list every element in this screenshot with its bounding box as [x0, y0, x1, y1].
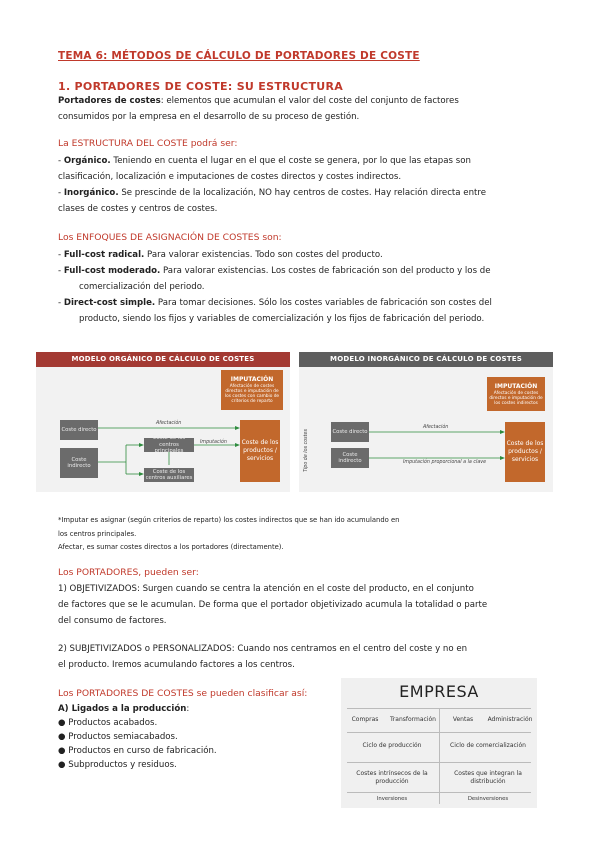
full-cost-text: Para valorar existencias. Todo son costes del producto. [144, 250, 383, 260]
portadores-heading: Los PORTADORES, pueden ser: [58, 567, 199, 578]
afectacion-label: Afectación [156, 421, 182, 426]
organico-text-2: clasificación, localización e imputaciones de costes directos y costes indirectos. [58, 172, 402, 182]
moderado-text: Para valorar existencias. Los costes de fabricación son del producto y los de [160, 266, 491, 276]
costes-produccion-label: Costes intrínsecos de la producción [356, 770, 428, 785]
diagram-inorganico-title: MODELO INORGÁNICO DE CÁLCULO DE COSTES [299, 352, 553, 367]
page-title: TEMA 6: MÉTODOS DE CÁLCULO DE PORTADORES DE COSTE [58, 50, 420, 62]
portadores-subjetivizados [58, 641, 548, 673]
inorganico-text: Se prescinde de la localización, NO hay centros de costes. Hay relación directa entre [118, 188, 487, 198]
organico-text: Teniendo en cuenta el lugar en el que el coste se genera, por lo que las etapas son [110, 156, 471, 166]
ligados-produccion-colon: : [186, 704, 190, 714]
definition-paragraph [58, 93, 538, 125]
clasificar-heading: Los PORTADORES DE COSTES se pueden clasificar así: [58, 688, 308, 699]
objetivizados-line-3: del consumo de factores. [58, 616, 167, 626]
section-heading-portadores: 1. PORTADORES DE COSTE: SU ESTRUCTURA [58, 80, 344, 93]
diagram-inorganico [299, 352, 553, 492]
moderado-text-2: comercialización del periodo. [79, 282, 205, 292]
diagram-inorganico-arrows [299, 352, 553, 492]
full-cost-term: Full-cost radical. [63, 250, 145, 260]
list-item: ● Subproductos y residuos. [58, 760, 177, 770]
inorganico-text-2: clases de costes y centros de costes. [58, 204, 218, 214]
diagram-organico-title: MODELO ORGÁNICO DE CÁLCULO DE COSTES [36, 352, 290, 367]
centros-principales-box: Coste de los centros principales [144, 438, 194, 452]
subjetivizados-line-1: 2) SUBJETIVIZADOS o PERSONALIZADOS: Cuando nos centramos en el centro del coste y no en [58, 644, 468, 654]
coste-directo-box-inorg: Coste directo [331, 422, 369, 442]
empresa-diagram [341, 678, 537, 808]
coste-productos-box: Coste de los productos / servicios [240, 420, 280, 482]
imputacion-label-inorg: Imputación proporcional a la clave [403, 460, 487, 465]
note-line-1: *Imputar es asignar (según criterios de reparto) los costes indirectos que se han ido acumulando en [58, 516, 400, 524]
ligados-produccion-heading: A) Ligados a la producción [58, 704, 187, 714]
enfoques-heading: Los ENFOQUES DE ASIGNACIÓN DE COSTES son: [58, 232, 282, 243]
coste-directo-box: Coste directo [60, 420, 98, 440]
note-line-3: Afectar, es sumar costes directos a los portadores (directamente). [58, 543, 284, 551]
estructura-heading: La ESTRUCTURA DEL COSTE podrá ser: [58, 138, 238, 149]
administracion-label: Administración [487, 716, 533, 723]
enfoques-list: - Full-cost radical. Para valorar existencias. Todo son costes del producto. - Full-cost moderado. Para valorar existencias. Los costes de fabricación son del producto y los de comercialización del periodo. - Direct-cost simple. Para tomar decisiones. Sólo los costes variables de fabricación son costes del producto, siendo los fijos y variables de comercialización y los fijos de fabricación del periodo. [58, 247, 528, 327]
subjetivizados-line-2: el producto. Iremos acumulando factores a los centros. [58, 660, 295, 670]
costes-distribucion-label: Costes que integran la distribución [454, 770, 522, 785]
compras-label: Compras [351, 716, 379, 723]
imputacion-text-inorg: Afectación de costes directos e imputación de los costes indirectos [489, 390, 543, 406]
tipo-costes-label: Tipo de los costes [303, 429, 309, 472]
direct-cost-text-2: producto, siendo los fijos y variables de comercialización y los fijos de fabricación del periodo. [79, 314, 485, 324]
imputacion-title-inorg: IMPUTACIÓN [494, 382, 538, 390]
inorganico-term: Inorgánico. [63, 188, 119, 198]
note-line-2: los centros principales. [58, 529, 137, 538]
clasificar-list [58, 702, 328, 772]
direct-cost-text: Para tomar decisiones. Sólo los costes variables de fabricación son costes del [155, 298, 492, 308]
ventas-label: Ventas [452, 716, 474, 723]
list-item: ● Productos semiacabados. [58, 732, 178, 742]
direct-cost-term: Direct-cost simple. [63, 298, 156, 308]
notes-block [58, 514, 478, 555]
ciclo-produccion-label: Ciclo de producción [362, 742, 422, 749]
empresa-title: EMPRESA [399, 682, 479, 701]
list-item: ● Productos acabados. [58, 718, 158, 728]
transformacion-label: Transformación [390, 716, 436, 723]
afectacion-label-inorg: Afectación [423, 425, 449, 430]
definition-text-2: consumidos por la empresa en el desarrollo de su proceso de gestión. [58, 112, 360, 122]
portadores-objetivizados [58, 581, 548, 629]
diagram-organico [36, 352, 290, 492]
desinversiones-label: Desinversiones [467, 796, 509, 802]
estructura-list: - Orgánico. Teniendo en cuenta el lugar en el que el coste se genera, por lo que las etapas son clasificación, localización e imputaciones de costes directos y costes indirectos. - Inorgánico. Se prescinde de la localización, NO hay centros de costes. Hay relación directa entre clases de costes y centros de costes. [58, 153, 548, 217]
definition-term: Portadores de costes [58, 96, 161, 106]
coste-indirecto-box: Coste indirecto [60, 448, 98, 478]
objetivizados-line-1: 1) OBJETIVIZADOS: Surgen cuando se centra la atención en el coste del producto, en el conjunto [58, 584, 474, 594]
ciclo-comercializacion-label: Ciclo de comercialización [450, 742, 526, 749]
coste-productos-box-inorg: Coste de los productos / servicios [505, 422, 545, 482]
imputacion-label: Imputación [200, 440, 227, 445]
definition-text: : elementos que acumulan el valor del coste del conjunto de factores [160, 96, 459, 106]
centros-auxiliares-box: Coste de los centros auxiliares [145, 468, 193, 481]
imputacion-title: IMPUTACIÓN [230, 376, 274, 383]
inversiones-label: Inversiones [376, 796, 408, 802]
objetivizados-line-2: de factores que se le acumulan. De forma que el portador objetivizado acumula la totalidad o parte [58, 600, 488, 610]
coste-indirecto-box-inorg: Coste indirecto [331, 448, 369, 468]
list-item: ● Productos en curso de fabricación. [58, 746, 217, 756]
organico-term: Orgánico. [63, 156, 111, 166]
imputacion-text: Afectación de costes directos e imputación de los costes con cambio de criterios de reparto [224, 384, 280, 404]
moderado-term: Full-cost moderado. [63, 266, 161, 276]
